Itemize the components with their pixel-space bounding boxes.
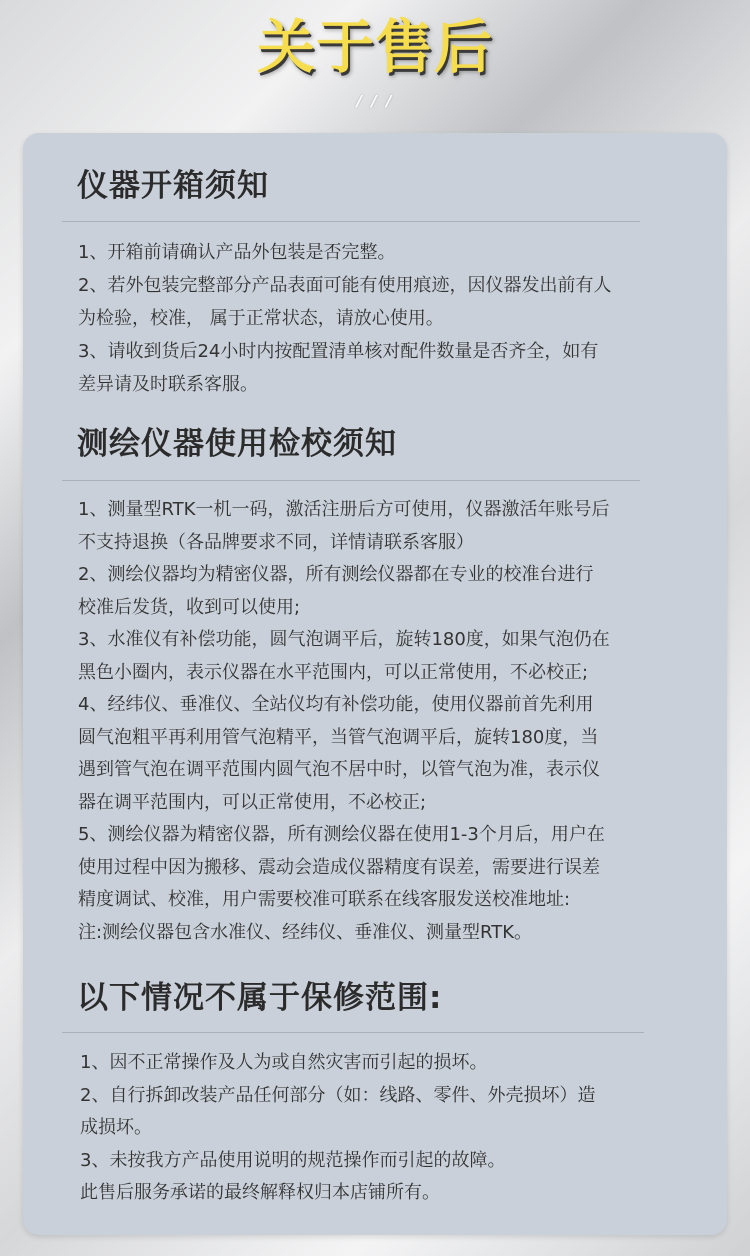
text-line: 3、未按我方产品使用说明的规范操作而引起的故障。 (80, 1149, 506, 1171)
text-line: 注:测绘仪器包含水准仪、经纬仪、垂准仪、测量型RTK。 (78, 921, 533, 943)
text-line: 2、若外包装完整部分产品表面可能有使用痕迹，因仪器发出前有人 (78, 275, 612, 296)
section-divider (62, 221, 640, 222)
section-title-calibration: 测绘仪器使用检校须知 (77, 426, 397, 462)
text-line: 差异请及时联系客服。 (78, 374, 258, 395)
text-line: 2、自行拆卸改装产品任何部分（如：线路、零件、外壳损坏）造 (80, 1084, 596, 1106)
title-decoration: / / / (356, 92, 394, 110)
text-line: 遇到管气泡在调平范围内圆气泡不居中时，以管气泡为准，表示仪 (78, 759, 600, 780)
text-line: 2、测绘仪器均为精密仪器，所有测绘仪器都在专业的校准台进行 (78, 564, 594, 585)
section-unboxing-text (78, 236, 611, 401)
page-title: 关于售后 (256, 13, 493, 81)
text-line: 成损坏。 (80, 1117, 152, 1138)
text-line: 圆气泡粗平再利用管气泡精平，当管气泡调平后，旋转180度，当 (78, 726, 599, 748)
text-line: 3、水准仪有补偿功能，圆气泡调平后，旋转180度，如果气泡仍在 (78, 629, 610, 650)
section-title-unboxing: 仪器开箱须知 (77, 168, 269, 204)
section-warranty-text (80, 1047, 595, 1210)
text-line: 5、测绘仪器为精密仪器，所有测绘仪器在使用1-3个月后，用户在 (78, 824, 605, 845)
text-line: 此售后服务承诺的最终解释权归本店铺所有。 (80, 1182, 440, 1203)
text-line: 1、开箱前请确认产品外包装是否完整。 (78, 242, 396, 263)
section-calibration-text (78, 494, 610, 949)
text-line: 精度调试、校准，用户需要校准可联系在线客服发送校准地址: (78, 889, 571, 910)
section-divider (62, 1032, 644, 1033)
section-divider (62, 480, 640, 481)
text-line: 使用过程中因为搬移、震动会造成仪器精度有误差，需要进行误差 (78, 856, 600, 878)
text-line: 器在调平范围内，可以正常使用，不必校正; (78, 791, 427, 813)
text-line: 不支持退换（各品牌要求不同，详情请联系客服） (78, 531, 474, 553)
text-line: 1、测量型RTK一机一码，激活注册后方可使用，仪器激活年账号后 (78, 499, 610, 520)
text-line: 3、请收到货后24小时内按配置清单核对配件数量是否齐全，如有 (78, 341, 599, 362)
section-title-warranty-exclusions: 以下情况不属于保修范围: (77, 980, 443, 1016)
text-line: 4、经纬仪、垂准仪、全站仪均有补偿功能，使用仪器前首先利用 (78, 694, 594, 715)
text-line: 校准后发货，收到可以使用; (78, 596, 301, 618)
text-line: 黑色小圈内，表示仪器在水平范围内，可以正常使用，不必校正; (78, 661, 589, 683)
text-line: 为检验，校准， 属于正常状态，请放心使用。 (78, 308, 444, 329)
text-line: 1、因不正常操作及人为或自然灾害而引起的损坏。 (80, 1052, 488, 1073)
